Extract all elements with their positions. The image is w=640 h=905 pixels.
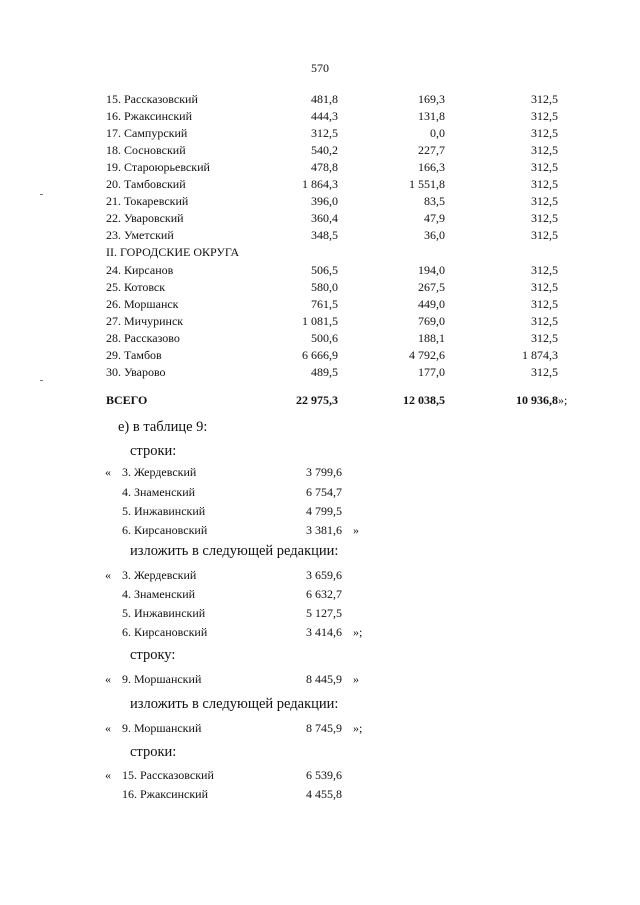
amendment-row [0,568,640,587]
value-col-1: 489,5 [311,365,338,379]
district-name: 26. Моршанск [106,297,179,311]
section-title: II. ГОРОДСКИЕ ОКРУГА [106,245,240,259]
district-name: 25. Котовск [106,280,166,294]
value-col-3: 1 874,3 [522,348,558,362]
value-col-2: 166,3 [418,160,445,174]
close-quote: » [353,672,359,686]
district-value: 6 754,7 [306,485,342,499]
paragraph-stroku: строку: [130,647,176,663]
table-row [0,143,640,160]
district-name: 18. Сосновский [106,143,186,157]
value-col-2: 4 792,6 [409,348,445,362]
table-row [0,365,640,382]
table-row [0,109,640,126]
district-name: 29. Тамбов [106,348,162,362]
scan-mark [40,194,43,195]
amendment-row [0,523,640,542]
paragraph-stroki: строки: [130,443,177,459]
total-col-2: 12 038,5 [403,393,445,407]
value-col-1: 506,5 [311,263,338,277]
paragraph-stroki: строки: [130,744,177,760]
value-col-3: 312,5 [531,263,558,277]
district-value: 3 381,6 [306,523,342,537]
district-name: 21. Токаревский [106,194,189,208]
district-name: 30. Уварово [106,365,166,379]
value-col-2: 0,0 [430,126,445,140]
district-name: 22. Уваровский [106,211,184,225]
value-col-3: 312,5 [531,177,558,191]
close-quote: » [353,523,359,537]
district-name: 15. Рассказовский [106,92,198,106]
district-value: 6 632,7 [306,587,342,601]
close-quote: »; [353,625,363,639]
amendment-row [0,587,640,606]
district-value: 3 659,6 [306,568,342,582]
total-col-1: 22 975,3 [296,393,338,407]
value-col-1: 761,5 [311,297,338,311]
open-quote: « [105,568,111,582]
district-name: 16. Ржаксинский [106,109,192,123]
value-col-2: 47,9 [424,211,445,225]
value-col-3: 312,5 [531,280,558,294]
total-col-3: 10 936,8 [516,393,558,407]
district-name: 5. Инжавинский [122,504,206,518]
closing-quote: »; [558,393,568,407]
district-name: 15. Рассказовский [122,768,214,782]
paragraph-izlozhit: изложить в следующей редакции: [130,696,339,712]
value-col-3: 312,5 [531,194,558,208]
district-name: 23. Уметский [106,228,174,242]
value-col-3: 312,5 [531,211,558,225]
table-row [0,263,640,280]
value-col-3: 312,5 [531,365,558,379]
amendment-row [0,787,640,806]
value-col-3: 312,5 [531,143,558,157]
amendment-row [0,768,640,787]
district-value: 5 127,5 [306,606,342,620]
amendment-row [0,485,640,504]
table-row [0,194,640,211]
value-col-1: 500,6 [311,331,338,345]
value-col-1: 540,2 [311,143,338,157]
value-col-2: 267,5 [418,280,445,294]
district-name: 24. Кирсанов [106,263,174,277]
value-col-2: 83,5 [424,194,445,208]
paragraph-izlozhit: изложить в следующей редакции: [130,543,339,559]
value-col-2: 131,8 [418,109,445,123]
scan-mark [40,380,43,381]
amendment-row [0,672,640,691]
value-col-2: 1 551,8 [409,177,445,191]
district-name: 3. Жердевский [122,465,197,479]
value-col-2: 188,1 [418,331,445,345]
value-col-3: 312,5 [531,297,558,311]
value-col-2: 194,0 [418,263,445,277]
district-name: 4. Знаменский [122,485,196,499]
district-name: 17. Сампурский [106,126,188,140]
page-number: 570 [311,61,329,75]
amendment-row [0,606,640,625]
value-col-3: 312,5 [531,228,558,242]
district-name: 16. Ржаксинский [122,787,208,801]
value-col-1: 481,8 [311,92,338,106]
value-col-3: 312,5 [531,109,558,123]
district-name: 3. Жердевский [122,568,197,582]
value-col-1: 580,0 [311,280,338,294]
amendment-row [0,504,640,523]
district-value: 4 455,8 [306,787,342,801]
district-value: 8 745,9 [306,721,342,735]
value-col-3: 312,5 [531,92,558,106]
open-quote: « [105,672,111,686]
open-quote: « [105,465,111,479]
district-name: 9. Моршанский [122,672,202,686]
value-col-1: 444,3 [311,109,338,123]
value-col-3: 312,5 [531,314,558,328]
district-name: 27. Мичуринск [106,314,184,328]
value-col-1: 1 864,3 [302,177,338,191]
value-col-1: 1 081,5 [302,314,338,328]
total-label: ВСЕГО [106,393,148,407]
value-col-2: 177,0 [418,365,445,379]
district-value: 3 414,6 [306,625,342,639]
district-name: 20. Тамбовский [106,177,186,191]
value-col-1: 348,5 [311,228,338,242]
table-row [0,348,640,365]
table-row [0,228,640,245]
table-row [0,314,640,331]
table-row [0,297,640,314]
table-row [0,211,640,228]
value-col-1: 396,0 [311,194,338,208]
value-col-2: 169,3 [418,92,445,106]
table-row [0,280,640,297]
district-value: 3 799,6 [306,465,342,479]
district-name: 6. Кирсановский [122,625,208,639]
value-col-2: 36,0 [424,228,445,242]
value-col-1: 6 666,9 [302,348,338,362]
section-header-row [0,245,640,262]
district-name: 5. Инжавинский [122,606,206,620]
amendment-row [0,721,640,740]
value-col-2: 227,7 [418,143,445,157]
table-row [0,177,640,194]
table-row [0,160,640,177]
paragraph-intro: е) в таблице 9: [118,419,208,435]
value-col-3: 312,5 [531,331,558,345]
value-col-1: 360,4 [311,211,338,225]
value-col-1: 478,8 [311,160,338,174]
value-col-2: 769,0 [418,314,445,328]
value-col-3: 312,5 [531,126,558,140]
close-quote: »; [353,721,363,735]
table-row [0,331,640,348]
district-name: 19. Староюрьевский [106,160,210,174]
table-row [0,126,640,143]
value-col-3: 312,5 [531,160,558,174]
table-row [0,92,640,109]
district-name: 4. Знаменский [122,587,196,601]
value-col-2: 449,0 [418,297,445,311]
district-name: 6. Кирсановский [122,523,208,537]
value-col-1: 312,5 [311,126,338,140]
district-name: 9. Моршанский [122,721,202,735]
district-value: 8 445,9 [306,672,342,686]
district-value: 6 539,6 [306,768,342,782]
amendment-row [0,625,640,644]
open-quote: « [105,721,111,735]
open-quote: « [105,768,111,782]
district-value: 4 799,5 [306,504,342,518]
district-name: 28. Рассказово [106,331,180,345]
total-row [0,393,640,410]
amendment-row [0,465,640,484]
